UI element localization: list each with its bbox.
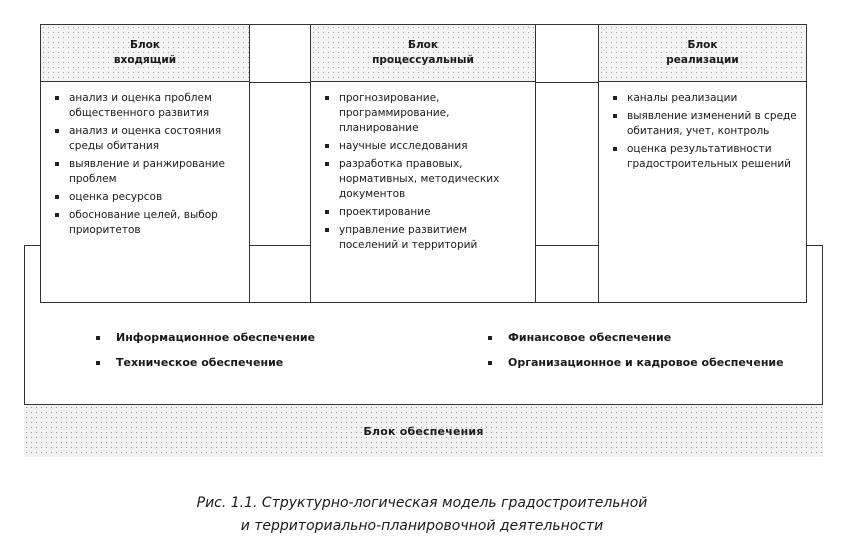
support-block-title-bar [24,404,823,457]
list-item: управление развитием поселений и территорий [321,223,529,253]
bullet-icon [325,228,329,232]
block-process-title-line1: Блок [407,39,439,51]
bullet-icon [325,144,329,148]
block-realization-title-line2: реализации [666,54,739,66]
support-item-information: Информационное обеспечение [116,331,315,344]
bullet-icon [325,210,329,214]
bullet-icon [613,147,617,151]
bullet-icon [613,96,617,100]
support-item-organizational: Организационное и кадровое обеспечение [508,356,784,369]
block-process-list [321,91,529,256]
block-process-header [311,25,535,82]
bullet-icon [325,162,329,166]
bullet-icon [325,96,329,100]
block-realization-header [599,25,806,82]
block-input-header [41,25,249,82]
connector-2-3 [534,24,600,83]
block-realization-title-line1: Блок [687,39,718,51]
bullet-icon [55,195,59,199]
bullet-icon [55,129,59,133]
support-item-technical: Техническое обеспечение [116,356,283,369]
bullet-icon [488,361,492,365]
bullet-icon [613,114,617,118]
block-input [40,24,250,303]
block-input-title-line1: Блок [129,39,161,51]
connector-2-3-lower [534,250,600,303]
list-item: выявление и ранжирование проблем [51,157,243,187]
list-item: обоснование целей, выбор приоритетов [51,208,243,238]
list-item: проектирование [321,205,529,220]
support-block-title: Блок обеспечения [363,424,484,438]
list-item: оценка результативности градостроительных решений [609,142,800,172]
list-item: оценка ресурсов [51,190,243,205]
bullet-icon [55,96,59,100]
block-process-title-line2: процессуальный [372,54,474,66]
bullet-icon [488,336,492,340]
connector-1-2 [248,24,312,83]
bullet-icon [96,336,100,340]
list-item: научные исследования [321,139,529,154]
block-process [310,24,536,303]
bullet-icon [55,162,59,166]
block-realization [598,24,807,303]
list-item: прогнозирование, программирование, планирование [321,91,529,136]
figure-caption-line1: Рис. 1.1. Структурно-логическая модель градостроительной [196,495,648,511]
block-input-list [51,91,243,241]
connector-1-2-lower [248,250,312,303]
list-item: анализ и оценка состояния среды обитания [51,124,243,154]
figure-caption-line2: и территориально-планировочной деятельности [240,518,604,534]
list-item: разработка правовых, нормативных, методических документов [321,157,529,202]
list-item: анализ и оценка проблем общественного развития [51,91,243,121]
block-realization-list [609,91,800,175]
list-item: каналы реализации [609,91,800,106]
list-item: выявление изменений в среде обитания, учет, контроль [609,109,800,139]
bullet-icon [96,361,100,365]
support-item-financial: Финансовое обеспечение [508,331,671,344]
bullet-icon [55,213,59,217]
block-input-title-line2: входящий [113,54,177,66]
